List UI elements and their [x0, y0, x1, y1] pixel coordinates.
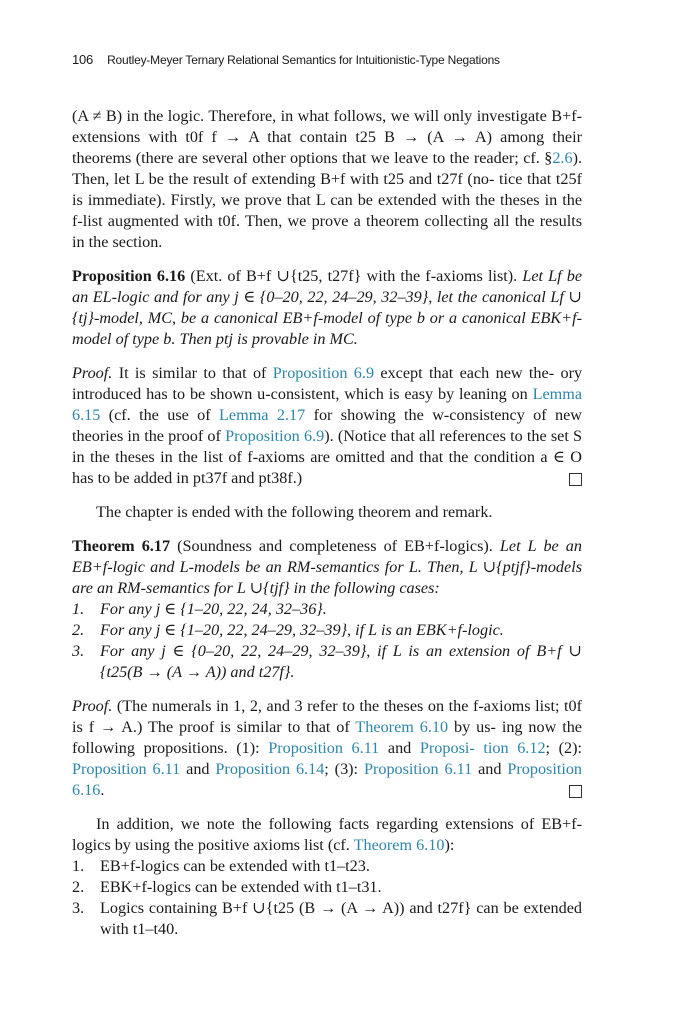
- theorem-label: Theorem 6.17: [72, 537, 171, 555]
- statement-line: Let Lf: [522, 267, 562, 285]
- text-span: (The numerals in 1, 2, and 3 refer to the theses on the f-axioms: [116, 697, 531, 715]
- item-text: For any j ∈ {1–20, 22, 24–29, 32–39}, if L is an EBK+f-logic.: [100, 621, 504, 639]
- item-number: 1.: [72, 857, 85, 875]
- item-number: 1.: [72, 600, 85, 618]
- text-line: tice that t25f is immediate). Firstly, we prove that L can be extended with: [72, 170, 582, 209]
- text-span: and: [478, 760, 502, 778]
- link-section-2-6[interactable]: 2.6: [552, 149, 573, 167]
- item-text: For any j ∈ {1–20, 22, 24, 32–36}.: [100, 600, 327, 618]
- text-span: and: [387, 739, 412, 757]
- link-proposition-6-11[interactable]: Proposition 6.11: [268, 739, 380, 757]
- link-proposition-6-9[interactable]: Proposition 6.9: [225, 427, 325, 445]
- proposition-heading: (Ext. of B+f ∪{t25, t27f} with the f-axioms list).: [190, 267, 518, 285]
- proposition-6-16: [72, 266, 582, 350]
- paragraph-intro: [72, 106, 582, 253]
- link-proposition-6-14[interactable]: Proposition 6.14: [215, 760, 325, 778]
- link-proposition-6-11[interactable]: Proposition 6.11: [363, 760, 473, 778]
- proof-label: Proof.: [72, 697, 113, 715]
- running-title: Routley-Meyer Ternary Relational Semantics for Intuitionistic-Type Negations: [107, 53, 500, 67]
- text-span: except that each new the-: [380, 364, 555, 382]
- link-proposition-6-12[interactable]: Proposi-: [419, 739, 475, 757]
- chapter-end-sentence: The chapter is ended with the following theorem and remark.: [96, 503, 493, 521]
- text-span: It is similar to that of: [118, 364, 267, 382]
- proof-label: Proof.: [72, 364, 113, 382]
- remark-list: [72, 856, 582, 940]
- page-body: [72, 106, 582, 940]
- item-text: Logics containing B+f ∪{t25 (B → (A → A)) and t27f} can be extended with t1–t40.: [100, 899, 582, 938]
- link-proposition-6-11[interactable]: Proposition 6.11: [72, 760, 181, 778]
- list-item: [72, 877, 582, 898]
- text-line: the theses in the f-list augmented with t0f. Then, we prove a theorem: [72, 191, 582, 230]
- statement-line: of type b. Then ptj is provable in MC.: [115, 330, 358, 348]
- statement-line: {tj}-model, MC, be a canonical EB+f-model of type b or a canonical EBK+f-model: [72, 309, 582, 348]
- text-line: ). Then, let L be the result of extending B+f with t25 and t27f (no-: [72, 149, 582, 188]
- list-item: [72, 599, 582, 620]
- proof-theorem-6-17: [72, 696, 582, 801]
- text-span: ; (3):: [324, 760, 359, 778]
- item-text: For any j ∈ {0–20, 22, 24–29, 32–39}, if L is an extension of B+f ∪ {t25(B → (A → A)) and t27f}.: [100, 642, 582, 681]
- link-theorem-6-10[interactable]: Theorem 6.10: [355, 718, 449, 736]
- text-span: for showing the w-consistency of: [313, 406, 547, 424]
- list-item: [72, 641, 582, 683]
- link-proposition-6-9[interactable]: Proposition 6.9: [272, 364, 375, 382]
- text-span: ; (2):: [545, 739, 583, 757]
- theorem-case-list: [72, 599, 582, 683]
- link-theorem-6-10[interactable]: Theorem 6.10: [353, 836, 445, 854]
- list-item: [72, 898, 582, 940]
- qed-box-icon: [569, 785, 582, 798]
- item-text: EBK+f-logics can be extended with t1–t31.: [100, 878, 382, 896]
- statement-line: be an EL-logic and for any j ∈ {0–20, 22, 24–29, 32–39}, let the canonical Lf ∪: [72, 267, 583, 306]
- text-span: ory introduced has to be shown u-consistent, which is easy by leaning on: [72, 364, 583, 403]
- theorem-heading: (Soundness and completeness of EB+f-logics).: [177, 537, 493, 555]
- remark-paragraph: [72, 814, 582, 940]
- item-number: 2.: [72, 621, 85, 639]
- item-text: EB+f-logics can be extended with t1–t23.: [100, 857, 370, 875]
- text-line: (A ≠ B) in the logic. Therefore, in what follows, we will only investigate: [72, 107, 547, 125]
- text-span: new theories in the proof of: [72, 406, 582, 445]
- text-span: .: [100, 781, 105, 799]
- proposition-label: Proposition 6.16: [72, 267, 186, 285]
- link-proposition-6-12-cont[interactable]: tion 6.12: [483, 739, 546, 757]
- list-item: [72, 620, 582, 641]
- theorem-6-17: [72, 536, 582, 683]
- text-span: ). (Notice that all references: [324, 427, 506, 445]
- page-number: 106: [72, 52, 94, 67]
- page: [72, 52, 582, 940]
- text-span: (cf. the use of: [108, 406, 211, 424]
- text-line: their theorems (there are several other options that we leave to the reader;: [72, 128, 582, 167]
- proof-proposition-6-16: [72, 363, 582, 489]
- text-span: list; t0f is f → A.) The proof is similar to that of: [72, 697, 583, 736]
- text-span: and: [186, 760, 210, 778]
- item-number: 3.: [72, 642, 85, 660]
- text-span: by us-: [454, 718, 496, 736]
- list-item: [72, 856, 582, 877]
- text-span: to the set S in the theses in the list of f-axioms are omitted and that the: [72, 427, 583, 466]
- statement-line: an RM-semantics for L ∪{tjf} in the following cases:: [97, 579, 440, 597]
- link-proposition-6-16[interactable]: Proposition 6.16: [72, 760, 583, 799]
- text-line: B+f-extensions with t0f f → A that contain t25 B → (A → A) among: [72, 107, 582, 146]
- text-span: condition a ∈ O has to be added in pt37f and pt38f.): [72, 448, 583, 487]
- text-span: In addition, we note the following facts regarding extensions of: [96, 815, 535, 833]
- link-lemma-6-15[interactable]: Lemma 6.15: [72, 385, 583, 424]
- item-number: 2.: [72, 878, 85, 896]
- text-span: EB+f-logics by using the positive axioms list (cf.: [72, 815, 582, 854]
- text-line: collecting all the results in the section.: [72, 212, 583, 251]
- item-number: 3.: [72, 899, 85, 917]
- link-lemma-2-17[interactable]: Lemma 2.17: [219, 406, 306, 424]
- statement-line: Let L be an: [499, 537, 582, 555]
- text-span: ):: [444, 836, 455, 854]
- qed-box-icon: [569, 473, 582, 486]
- running-header: [72, 52, 582, 74]
- text-line: cf. §: [523, 149, 553, 167]
- statement-line: EB+f-logic and L-models be an RM-semantics for L. Then, L ∪{ptjf}-models are: [72, 558, 582, 597]
- text-span: ing now the following propositions. (1):: [72, 718, 582, 757]
